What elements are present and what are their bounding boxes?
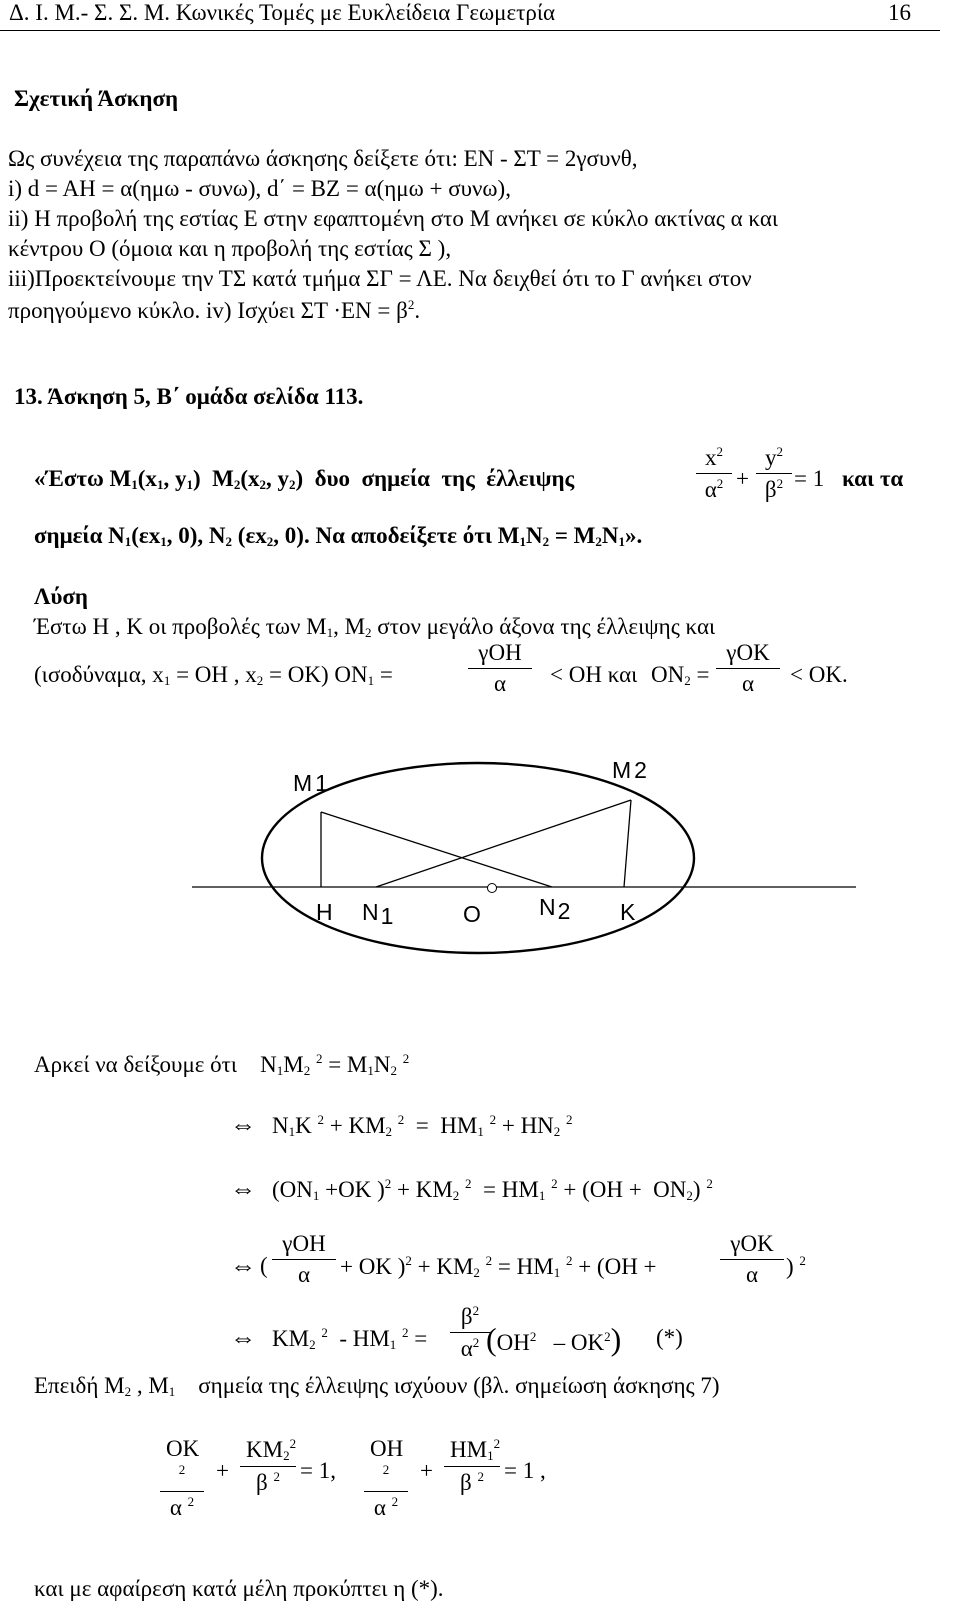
iff-icon: ⇔ <box>230 1174 256 1203</box>
label-h: H <box>316 899 333 925</box>
ellipse-eq-x-frac: $x^2$ $\alpha^2$ <box>696 444 732 503</box>
conclusion-line: και με αφαίρεση κατά μέλη προκύπτει η (*). <box>34 1576 444 1601</box>
exercise-statement-line-1: «Έστω $M_1(x_1$, $y_1$) $M_2(x_2$, $y_2$) δυο σημεία της έλλειψης <box>34 466 575 492</box>
plus-sign: + <box>216 1458 229 1483</box>
header-title: Δ. Ι. Μ.- Σ. Σ. Μ. Κωνικές Τομές με Ευκλείδεια Γεωμετρία <box>9 0 556 25</box>
eq-one-second: = 1 , <box>504 1458 546 1483</box>
derivation-step-3: + ΟΚ )$^2 + KM_2$ $^2 = HM_1$ $^2$ + (ΟΗ + <box>340 1253 657 1280</box>
step-4-rhs: $(OH^2 - OK^2)$ <box>486 1321 622 1357</box>
derivation-step-2: ($ON_1 +OK$ )$^2 + KM_2$ $^2 = HM_1$ $^2 + (OH + ON_2)$ $^2$ <box>272 1176 713 1203</box>
exercise-statement-line-2: σημεία $N_1(\varepsilon x_1$, 0), $N_2$ ($\varepsilon x_2$, 0). Να αποδείξετε ότι $M_1N_2 = M_2N_1$». <box>34 523 643 549</box>
segment-m2-k <box>624 800 631 887</box>
related-line-2: i) d = AH = α(ημω - συνω), d΄ = ΒΖ = α(ημω + συνω), <box>8 176 511 201</box>
derivation-step-4: $KM_2$ $^2 - HM_1$ $^2$ = <box>272 1325 428 1352</box>
solution-line-2b: < ΟΗ και <box>550 662 638 687</box>
solution-line-1: Έστω Η , Κ οι προβολές των $M_1$, $M_2$ στον μεγάλο άξονα της έλλειψης και <box>34 614 716 640</box>
frac-gamma-ok: γΟΚ α <box>716 640 780 697</box>
on2-label: $ON_2$ = <box>651 662 710 688</box>
solution-heading: Λύση <box>34 584 88 609</box>
ellipse-figure <box>0 740 960 960</box>
related-heading: Σχετική Άσκηση <box>14 86 179 111</box>
plus-sign: + <box>420 1458 433 1483</box>
frac-beta2-alpha2: $\beta^2$ $\alpha^2$ <box>450 1303 490 1362</box>
exercise-statement-tail: και τα <box>842 466 904 491</box>
label-m2: M 2 <box>612 757 647 783</box>
iff-icon: ⇔ <box>230 1323 256 1352</box>
frac-gamma-oh-step3: γΟΗ α <box>272 1231 336 1288</box>
center-point-o <box>488 884 497 893</box>
ellipse-eq-y-frac: $y^2$ $\beta^2$ <box>756 444 792 503</box>
ellipse-eq-rhs: = 1 <box>794 466 825 491</box>
step-3-open-paren: ( <box>260 1253 268 1278</box>
frac-oh2-a2: ΟΗ $^2$ α $^2$ <box>364 1436 408 1521</box>
since-line: Επειδή $M_2$ , $M_1$ σημεία της έλλειψης ισχύουν (βλ. σημείωση άσκησης 7) <box>34 1373 720 1399</box>
related-line-5: iii)Προεκτείνουμε την ΤΣ κατά τμήμα ΣΓ = ΛΕ. Να δειχθεί ότι το Γ ανήκει στον <box>8 266 752 291</box>
label-m1: M 1 <box>293 770 328 796</box>
frac-hm1-b2: $HM_1^2$ β $^2$ <box>444 1436 500 1496</box>
label-k: K <box>620 899 636 925</box>
derivation-step-1: $N_1K$ $^2 + KM_2$ $^2 = HM_1$ $^2 + HN_2$ $^2$ <box>272 1112 573 1139</box>
solution-line-2a: (ισοδύναμα, $x_1 = OH$ , $x_2 = OK$) $ON_1$ = <box>34 662 393 688</box>
related-line-4: κέντρου Ο (όμοια και η προβολή της εστίας Σ ), <box>8 236 452 261</box>
derivation-intro: Αρκεί να δείξουμε ότι $N_1M_2$ $^2 = M_1N_2$ $^2$ <box>34 1051 410 1078</box>
frac-ok2-a2: ΟΚ $^2$ α $^2$ <box>160 1436 204 1521</box>
related-line-6: προηγούμενο κύκλο. iv) Ισχύει $\Sigma T \cdot EN = \beta^2$. <box>8 297 421 323</box>
frac-km2-b2: $KM_2^2$ β $^2$ <box>240 1436 296 1496</box>
solution-line-2c: < ΟΚ. <box>790 662 848 687</box>
star-label: (*) <box>656 1325 683 1350</box>
exercise-heading: 13. Άσκηση 5, Β΄ ομάδα σελίδα 113. <box>14 384 364 409</box>
iff-icon: ⇔ <box>230 1110 256 1139</box>
label-n1: N1 <box>362 899 394 929</box>
label-n2: N2 <box>539 894 571 924</box>
frac-gamma-oh: γΟΗ α <box>468 640 532 697</box>
plus-sign: + <box>736 466 749 491</box>
page-number: 16 <box>888 0 911 25</box>
related-line-3: ii) Η προβολή της εστίας Ε στην εφαπτομένη στο Μ ανήκει σε κύκλο ακτίνας α και <box>8 206 779 231</box>
segment-m1-n2 <box>321 812 552 887</box>
step-3-close: ) $^2$ <box>786 1253 806 1279</box>
header-rule <box>0 30 940 31</box>
segment-m2-n1 <box>376 800 631 887</box>
running-header <box>9 0 555 26</box>
label-o: O <box>463 901 481 927</box>
iff-icon: ⇔ <box>230 1251 256 1280</box>
related-line-1: Ως συνέχεια της παραπάνω άσκησης δείξετε ότι: ΕΝ - ΣΤ = 2γσυνθ, <box>8 146 638 171</box>
eq-one-first: = 1, <box>300 1458 336 1483</box>
frac-gamma-ok-step3: γΟΚ α <box>720 1231 784 1288</box>
